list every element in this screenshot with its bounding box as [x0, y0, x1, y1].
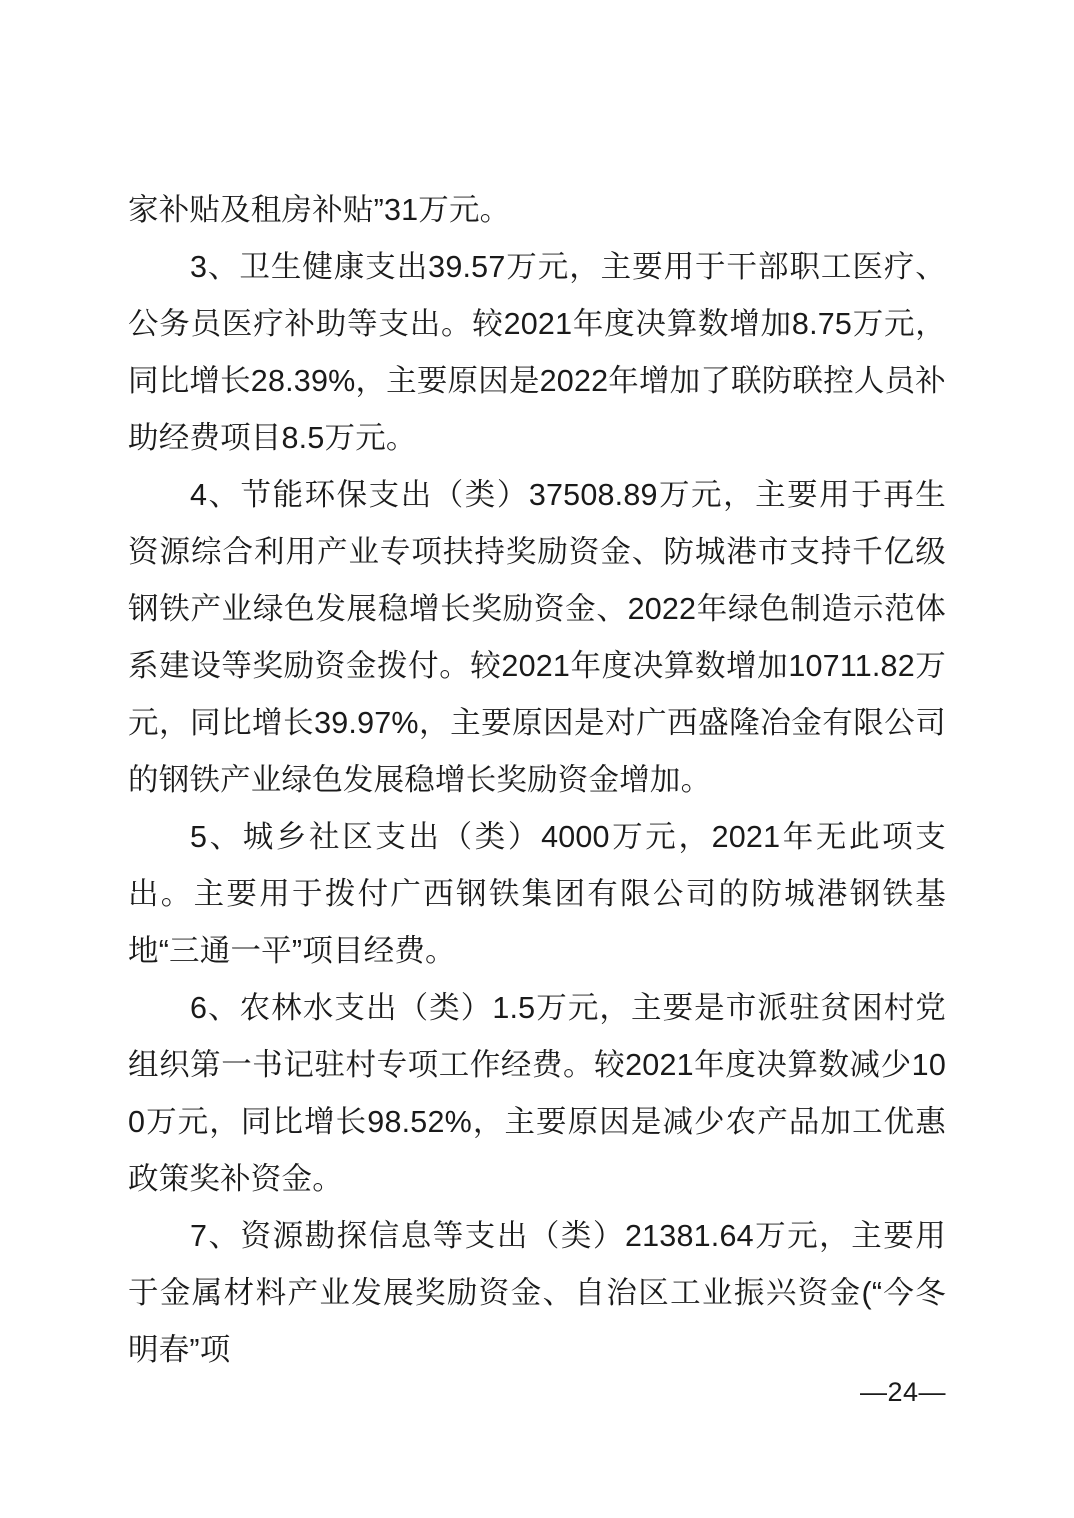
page-number: —24—: [859, 1377, 946, 1407]
paragraph-item-3-health: 3、卫生健康支出39.57万元，主要用于干部职工医疗、公务员医疗补助等支出。较2021年度决算数增加8.75万元，同比增长28.39%，主要原因是2022年增加了联防联控人员补助经费项目8.5万元。: [128, 250, 946, 455]
document-body: [128, 182, 946, 1379]
paragraph-item-6-agriculture-forestry-water: 6、农林水支出（类）1.5万元，主要是市派驻贫困村党组织第一书记驻村专项工作经费。较2021年度决算数减少100万元，同比增长98.52%，主要原因是减少农产品加工优惠政策奖补资金。: [128, 991, 946, 1196]
paragraph-item-4-energy-environment: 4、节能环保支出（类）37508.89万元，主要用于再生资源综合利用产业专项扶持奖励资金、防城港市支持千亿级钢铁产业绿色发展稳增长奖励资金、2022年绿色制造示范体系建设等奖励资金拨付。较2021年度决算数增加10711.82万元，同比增长39.97%，主要原因是对广西盛隆冶金有限公司的钢铁产业绿色发展稳增长奖励资金增加。: [128, 478, 946, 797]
paragraph-item-5-urban-rural-community: 5、城乡社区支出（类）4000万元，2021年无此项支出。主要用于拨付广西钢铁集团有限公司的防城港钢铁基地“三通一平”项目经费。: [128, 820, 946, 968]
paragraph-item-7-resource-exploration: 7、资源勘探信息等支出（类）21381.64万元，主要用于金属材料产业发展奖励资金、自治区工业振兴资金(“今冬明春”项: [128, 1219, 946, 1367]
paragraph-continuation: 家补贴及租房补贴”31万元。: [128, 193, 511, 227]
